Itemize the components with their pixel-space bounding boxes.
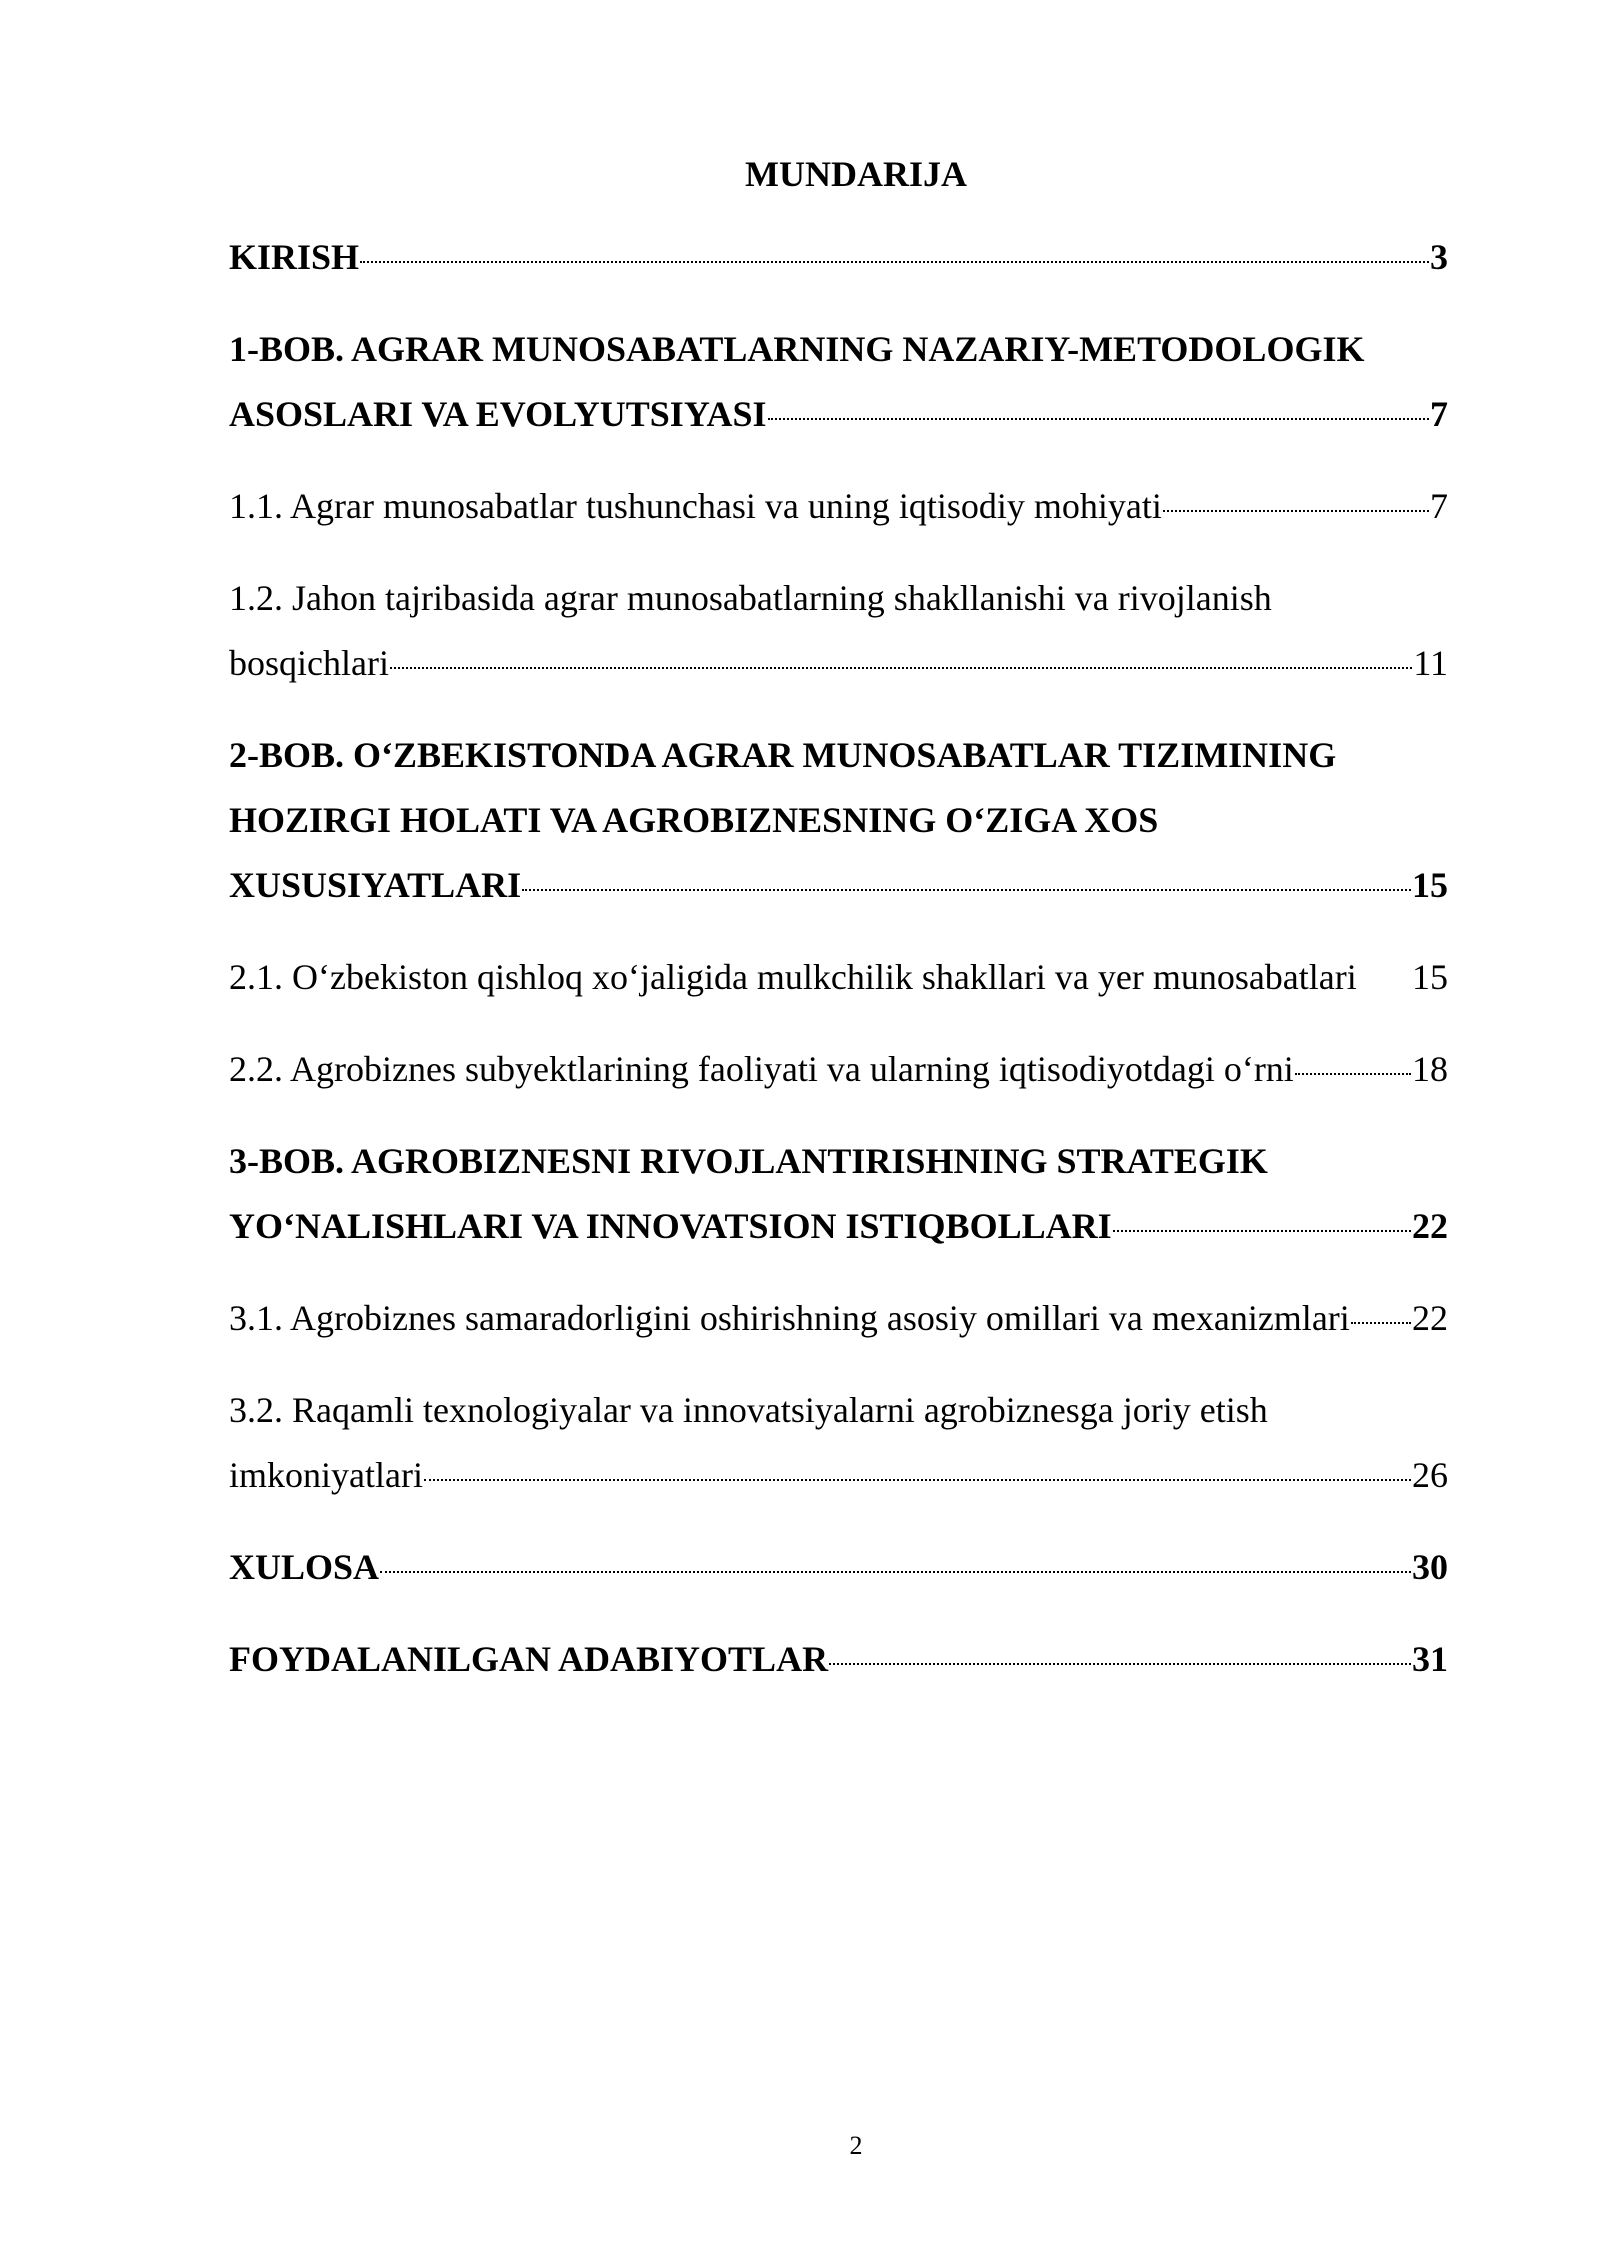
toc-page-number: 15 bbox=[1412, 865, 1448, 905]
page-title: MUNDARIJA bbox=[745, 154, 967, 194]
toc-entry-last-line bbox=[229, 1627, 1448, 1692]
toc-entry[interactable] bbox=[229, 1535, 1448, 1600]
toc-entry-last-line bbox=[229, 1443, 1448, 1508]
toc-page-number: 15 bbox=[1412, 957, 1448, 997]
dot-leader bbox=[380, 1571, 1411, 1573]
toc-entry-text-line: imkoniyatlari bbox=[229, 1455, 423, 1495]
toc-entry[interactable] bbox=[229, 945, 1448, 1010]
toc-entry-text-line: KIRISH bbox=[229, 237, 360, 277]
toc-entry[interactable] bbox=[229, 317, 1448, 447]
toc-entry-last-line bbox=[229, 1037, 1448, 1102]
toc-entry-text-line: 2.2. Agrobiznes subyektlarining faoliyati va ularning iqtisodiyotdagi o‘rni bbox=[229, 1049, 1294, 1089]
toc-entry-last-line bbox=[229, 631, 1448, 696]
dot-leader bbox=[424, 1479, 1411, 1481]
dot-leader bbox=[1351, 1322, 1411, 1324]
toc-page-number: 30 bbox=[1412, 1547, 1448, 1587]
toc-entry-text-line: bosqichlari bbox=[229, 643, 389, 683]
toc-page-number: 22 bbox=[1412, 1298, 1448, 1338]
table-of-contents bbox=[229, 225, 1448, 1719]
toc-entry-text-line: 1.1. Agrar munosabatlar tushunchasi va uning iqtisodiy mohiyati bbox=[229, 486, 1162, 526]
toc-entry-last-line bbox=[229, 945, 1448, 1010]
toc-page-number: 7 bbox=[1430, 394, 1448, 434]
toc-entry-text-line: 2-BOB. O‘ZBEKISTONDA AGRAR MUNOSABATLAR TIZIMINING bbox=[229, 735, 1337, 775]
toc-entry-last-line bbox=[229, 1535, 1448, 1600]
toc-page-number: 22 bbox=[1412, 1206, 1448, 1246]
toc-page-number: 18 bbox=[1412, 1049, 1448, 1089]
toc-entry-text-line: XULOSA bbox=[229, 1547, 380, 1587]
toc-entry-last-line bbox=[229, 382, 1448, 447]
toc-entry[interactable] bbox=[229, 1129, 1448, 1259]
toc-entry-text-line: ASOSLARI VA EVOLYUTSIYASI bbox=[229, 394, 767, 434]
toc-entry-text-line: XUSUSIYATLARI bbox=[229, 865, 522, 905]
toc-entry[interactable] bbox=[229, 474, 1448, 539]
dot-leader bbox=[522, 889, 1411, 891]
toc-entry[interactable] bbox=[229, 566, 1448, 696]
toc-entry-text-line: 1-BOB. AGRAR MUNOSABATLARNING NAZARIY-METODOLOGIK bbox=[229, 329, 1365, 369]
toc-entry-last-line bbox=[229, 1286, 1448, 1351]
toc-entry-text-line: YO‘NALISHLARI VA INNOVATSION ISTIQBOLLARI bbox=[229, 1206, 1112, 1246]
dot-leader bbox=[1113, 1230, 1411, 1232]
toc-entry[interactable] bbox=[229, 225, 1448, 290]
toc-entry-last-line bbox=[229, 225, 1448, 290]
toc-entry-last-line bbox=[229, 474, 1448, 539]
toc-entry[interactable] bbox=[229, 1286, 1448, 1351]
toc-entry-text-line: 3.1. Agrobiznes samaradorligini oshirishning asosiy omillari va mexanizmlari bbox=[229, 1298, 1350, 1338]
dot-leader bbox=[829, 1663, 1411, 1665]
toc-entry-text-line: 3-BOB. AGROBIZNESNI RIVOJLANTIRISHNING STRATEGIK bbox=[229, 1141, 1268, 1181]
toc-page-number: 26 bbox=[1412, 1455, 1448, 1495]
dot-leader bbox=[1295, 1073, 1411, 1075]
toc-page-number: 3 bbox=[1430, 237, 1448, 277]
toc-page-number: 7 bbox=[1430, 486, 1448, 526]
toc-entry[interactable] bbox=[229, 1037, 1448, 1102]
dot-leader bbox=[390, 667, 1412, 669]
toc-entry[interactable] bbox=[229, 1378, 1448, 1508]
toc-entry[interactable] bbox=[229, 1627, 1448, 1692]
dot-leader bbox=[768, 418, 1429, 420]
toc-entry[interactable] bbox=[229, 723, 1448, 918]
toc-entry-text-line: 2.1. O‘zbekiston qishloq xo‘jaligida mulkchilik shakllari va yer munosabatlari bbox=[229, 957, 1357, 997]
dot-leader bbox=[1163, 510, 1429, 512]
toc-entry-last-line bbox=[229, 1194, 1448, 1259]
toc-entry-text-line: 1.2. Jahon tajribasida agrar munosabatlarning shakllanishi va rivojlanish bbox=[229, 578, 1272, 618]
toc-entry-last-line bbox=[229, 853, 1448, 918]
toc-entry-text-line: FOYDALANILGAN ADABIYOTLAR bbox=[229, 1639, 829, 1679]
dot-leader bbox=[360, 261, 1429, 263]
toc-entry-text-line: HOZIRGI HOLATI VA AGROBIZNESNING O‘ZIGA XOS bbox=[229, 800, 1159, 840]
page-number: 2 bbox=[849, 2131, 863, 2160]
toc-page-number: 31 bbox=[1412, 1639, 1448, 1679]
toc-entry-text-line: 3.2. Raqamli texnologiyalar va innovatsiyalarni agrobiznesga joriy etish bbox=[229, 1390, 1268, 1430]
toc-page-number: 11 bbox=[1413, 643, 1448, 683]
